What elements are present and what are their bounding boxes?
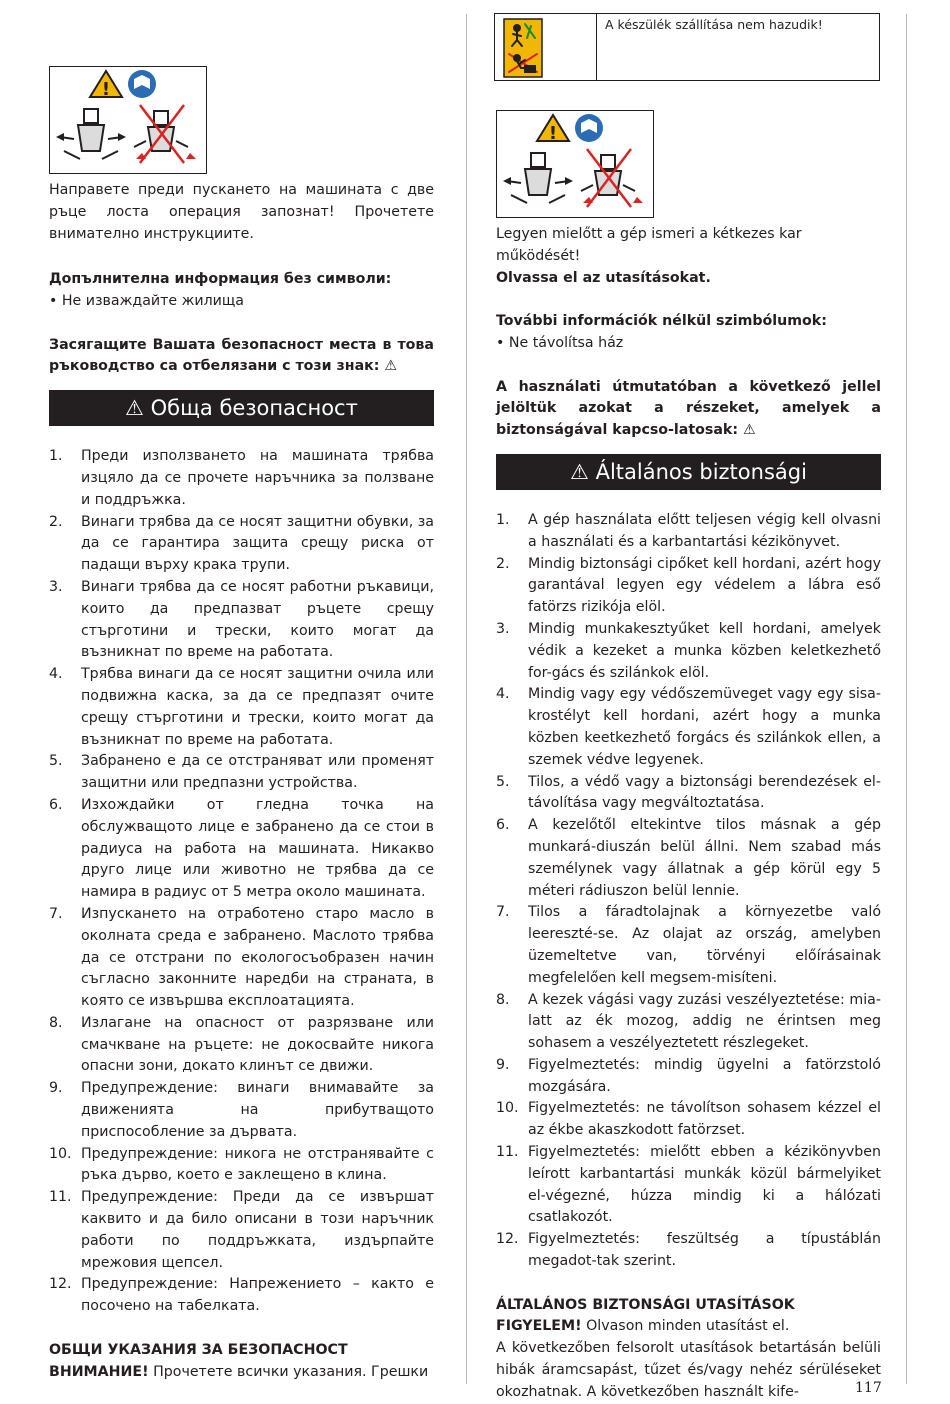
list-item: 11. Предупреждение: Преди да се извършат каквито и да било описани в този наръчник работи по поддръжката, издърпайте мрежовия щепсел. — [49, 1189, 434, 1271]
warning-triangle-icon — [90, 71, 122, 100]
left-extra-heading: Допълнителна информация без символи: — [49, 271, 392, 288]
warning-triangle-icon — [537, 115, 569, 144]
list-item: 1. A gép használata előtt teljesen végig kell olvasni a használati és a karbantartási kézikönyvet. — [496, 511, 881, 550]
left-general-heading: ОБЩИ УКАЗАНИЯ ЗА БЕЗОПАСНОСТ — [49, 1341, 348, 1358]
left-intro-text: Направете преди пускането на машината с две ръце лоста операция запознат! Прочетете внимателно инструкциите. — [49, 182, 434, 242]
list-item: 7. Tilos a fáradtolajnak a környezetbe való leereszté-se. Az olajat az ország, amelyben üzemeltetve van, törvényi előírásainak megfelelően kell megsem-misíteni. — [496, 904, 881, 986]
left-column — [49, 180, 434, 1383]
left-marked-text: Засягащите Вашата безопасност места в това ръководство са отбелязани с този знак: ⚠ — [49, 336, 434, 375]
list-item: 10. Предупреждение: никога не отстранявайте с ръка дърво, което е заклещено в клина. — [49, 1145, 434, 1184]
right-intro-plain: Legyen mielőtt a gép ismeri a kétkezes kar működését! — [496, 226, 802, 264]
right-attention-line: FIGYELEM! Olvason minden utasítást el. — [496, 1318, 790, 1335]
right-extra-bullet: • Ne távolítsa ház — [496, 334, 624, 351]
list-item: 3. Mindig munkakesztyűket kell hordani, amelyek védik a kezeket a munka közben keletkezhető for-gács és szilánkok elöl. — [496, 620, 881, 681]
transport-icon-cell — [495, 14, 597, 80]
list-item: 5. Забранено е да се отстраняват или променят защитни или предпазни устройства. — [49, 753, 434, 792]
read-manual-icon — [575, 114, 603, 142]
two-hand-operation-icon — [497, 111, 652, 216]
left-attention-line: ВНИМАНИЕ! Прочетете всички указания. Грешки — [49, 1363, 429, 1380]
left-section-title: ⚠ Обща безопасност — [49, 390, 434, 426]
list-item: 8. Излагане на опасност от разрязване или смачкване на ръцете: не докосвайте никога опасни зони, докато клинът се движи. — [49, 1014, 434, 1075]
right-general-heading: ÁLTALÁNOS BIZTONSÁGI UTASÍTÁSOK — [496, 1296, 795, 1313]
transport-warning-icon — [503, 18, 543, 78]
list-item: 2. Mindig biztonsági cipőket kell hordani, azért hogy garantával legyen egy védelem a lábra eső fatörzs rizikója elöl. — [496, 555, 881, 616]
list-item: 12. Figyelmeztetés: feszültség a típustáblán megadot-tak szerint. — [496, 1231, 881, 1270]
svg-text:!: ! — [548, 123, 558, 144]
page-number: 117 — [855, 1380, 882, 1396]
list-item: 1. Преди използването на машината трябва изцяло да се прочете наръчника за ползване и поддръжка. — [49, 448, 434, 508]
svg-text:!: ! — [101, 79, 111, 100]
right-extra-heading: További információk nélkül szimbólumok: — [496, 313, 827, 330]
two-hand-safety-pictogram — [49, 66, 207, 174]
two-hand-safety-pictogram — [496, 110, 654, 218]
list-item: 8. A kezek vágási vagy zuzási veszélyeztetése: mia-latt az ék mozog, addig ne érintsen meg sohasem a veszélyeztetett részlegeket. — [496, 991, 881, 1052]
left-safety-list — [49, 446, 434, 1318]
list-item: 4. Трябва винаги да се носят защитни очила или подвижна каска, за да се предпазят очите срещу стърготини и трески, които могат да възникнат по време на работата. — [49, 666, 434, 748]
list-item: 12. Предупреждение: Напрежението – както е посочено на табелката. — [49, 1276, 434, 1315]
right-marked-text: A használati útmutatóban a következő jellel jelöltük azokat a részeket, amelyek a biztonságával kapcso-latosak: ⚠ — [496, 378, 881, 439]
list-item: 4. Mindig vagy egy védőszemüveget vagy egy sisa-krostélyt kell hordani, azért hogy a munka közben keetkezhető forgács és szilánkok ellen, a szemek védve legyenek. — [496, 686, 881, 768]
list-item: 11. Figyelmeztetés: mielőtt ebben a kézikönyvben leírott karbantartási munkák közül bármelyiket el-végezné, húzza mindig ki a hálózati csatlakozót. — [496, 1144, 881, 1226]
list-item: 6. Изхождайки от гледна точка на обслужващото лице е забранено да се стои в радиуса на работа на машината. Никакво друго лице или животно не трябва да се намира в радиус от 5 метра около машината. — [49, 796, 434, 901]
list-item: 9. Предупреждение: винаги внимавайте за движенията на прибутващото приспособление за дървата. — [49, 1080, 434, 1140]
list-item: 6. A kezelőtől eltekintve tilos másnak a gép munkará-diuszán belül állni. Nem szabad más személynek vagy állatnak a gép körül egy 5 méteri rádiuszon belül lennie. — [496, 817, 881, 899]
column-divider-left — [466, 14, 467, 1384]
right-closing-text: A következőben felsorolt utasítások betartásán belüli hibák áramcsapást, tűzet és/vagy nehéz sérüléseket okozhatnak. A következőben használt kife- — [496, 1340, 881, 1400]
transport-warning-box — [494, 13, 880, 81]
list-item: 10. Figyelmeztetés: ne távolítson sohasem kézzel el az ékbe akaszkodott fatörzset. — [496, 1100, 881, 1139]
list-item: 2. Винаги трябва да се носят защитни обувки, за да се гарантира защита срещу риска от падащи върху крака трупи. — [49, 513, 434, 574]
list-item: 5. Tilos, a védő vagy a biztonsági berendezések el-távolítása vagy megváltoztatása. — [496, 773, 881, 812]
list-item: 3. Винаги трябва да се носят работни ръкавици, които да предпазват ръцете срещу стърготини и трески, които могат да възникнат по време на работата. — [49, 578, 434, 661]
transport-warning-text: A készülék szállítása nem hazudik! — [605, 17, 823, 32]
right-column — [496, 224, 881, 1404]
right-intro-bold: Olvassa el az utasításokat. — [496, 269, 711, 286]
right-section-title: ⚠ Általános biztonsági — [496, 454, 881, 490]
list-item: 7. Изпускането на отработено старо масло в околната среда е забранено. Маслото трябва да се отстрани по екологосъобразен начин съгласно законните наредби на страната, в която се извършва експлоатацията. — [49, 905, 434, 1010]
page-edge-line — [906, 14, 907, 1384]
read-manual-icon — [128, 70, 156, 98]
right-safety-list — [496, 510, 881, 1273]
two-hand-operation-icon — [50, 67, 205, 172]
left-extra-bullet: • Не изваждайте жилища — [49, 292, 244, 309]
list-item: 9. Figyelmeztetés: mindig ügyelni a fatörzstoló mozgására. — [496, 1056, 881, 1095]
